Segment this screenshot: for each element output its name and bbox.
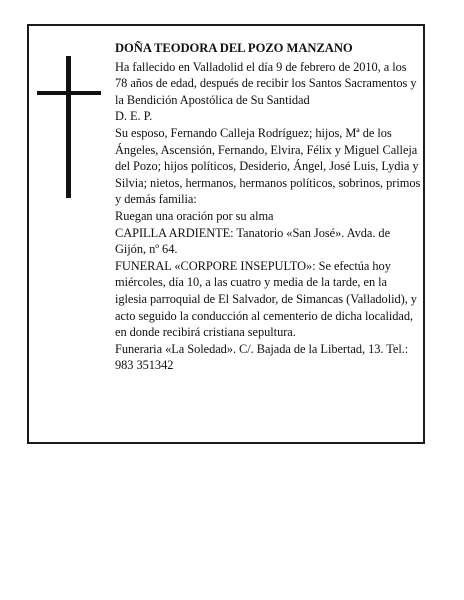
rip-line: D. E. P.	[115, 109, 153, 124]
funeral-home-info: Funeraria «La Soledad». C/. Bajada de la Libertad, 13. Tel.: 983 351342	[115, 341, 409, 373]
obituary-notice	[27, 24, 425, 444]
death-announcement: Ha fallecido en Valladolid el día 9 de febrero de 2010, a los 78 años de edad, después de recibir los Santos Sacramentos y la Bendición Apostólica de Su Santidad	[115, 59, 417, 107]
cross-icon	[37, 56, 101, 198]
prayer-request: Ruegan una oración por su alma	[115, 208, 274, 223]
funeral-info: FUNERAL «CORPORE INSEPULTO»: Se efectúa hoy miércoles, día 10, a las cuatro y media de la tarde, en la iglesia parroquial de El Salvador, de Simancas (Valladolid), y acto seguido la conducción al cementerio de dicha localidad, en donde recibirá cristiana sepultura.	[115, 258, 417, 340]
cross-vertical-bar	[66, 56, 71, 198]
notice-body	[115, 40, 421, 374]
deceased-name: DOÑA TEODORA DEL POZO MANZANO	[115, 41, 353, 55]
chapel-info: CAPILLA ARDIENTE: Tanatorio «San José». Avda. de Gijón, nº 64.	[115, 225, 391, 257]
family-list: Su esposo, Fernando Calleja Rodríguez; hijos, Mª de los Ángeles, Ascensión, Fernando, Elvira, Félix y Miguel Calleja del Pozo; hijos políticos, Desiderio, Ángel, José Luis, Lydia y Silvia; nietos, hermanos, hermanos políticos, sobrinos, primos y demás familia:	[115, 125, 421, 207]
cross-horizontal-bar	[37, 91, 101, 95]
